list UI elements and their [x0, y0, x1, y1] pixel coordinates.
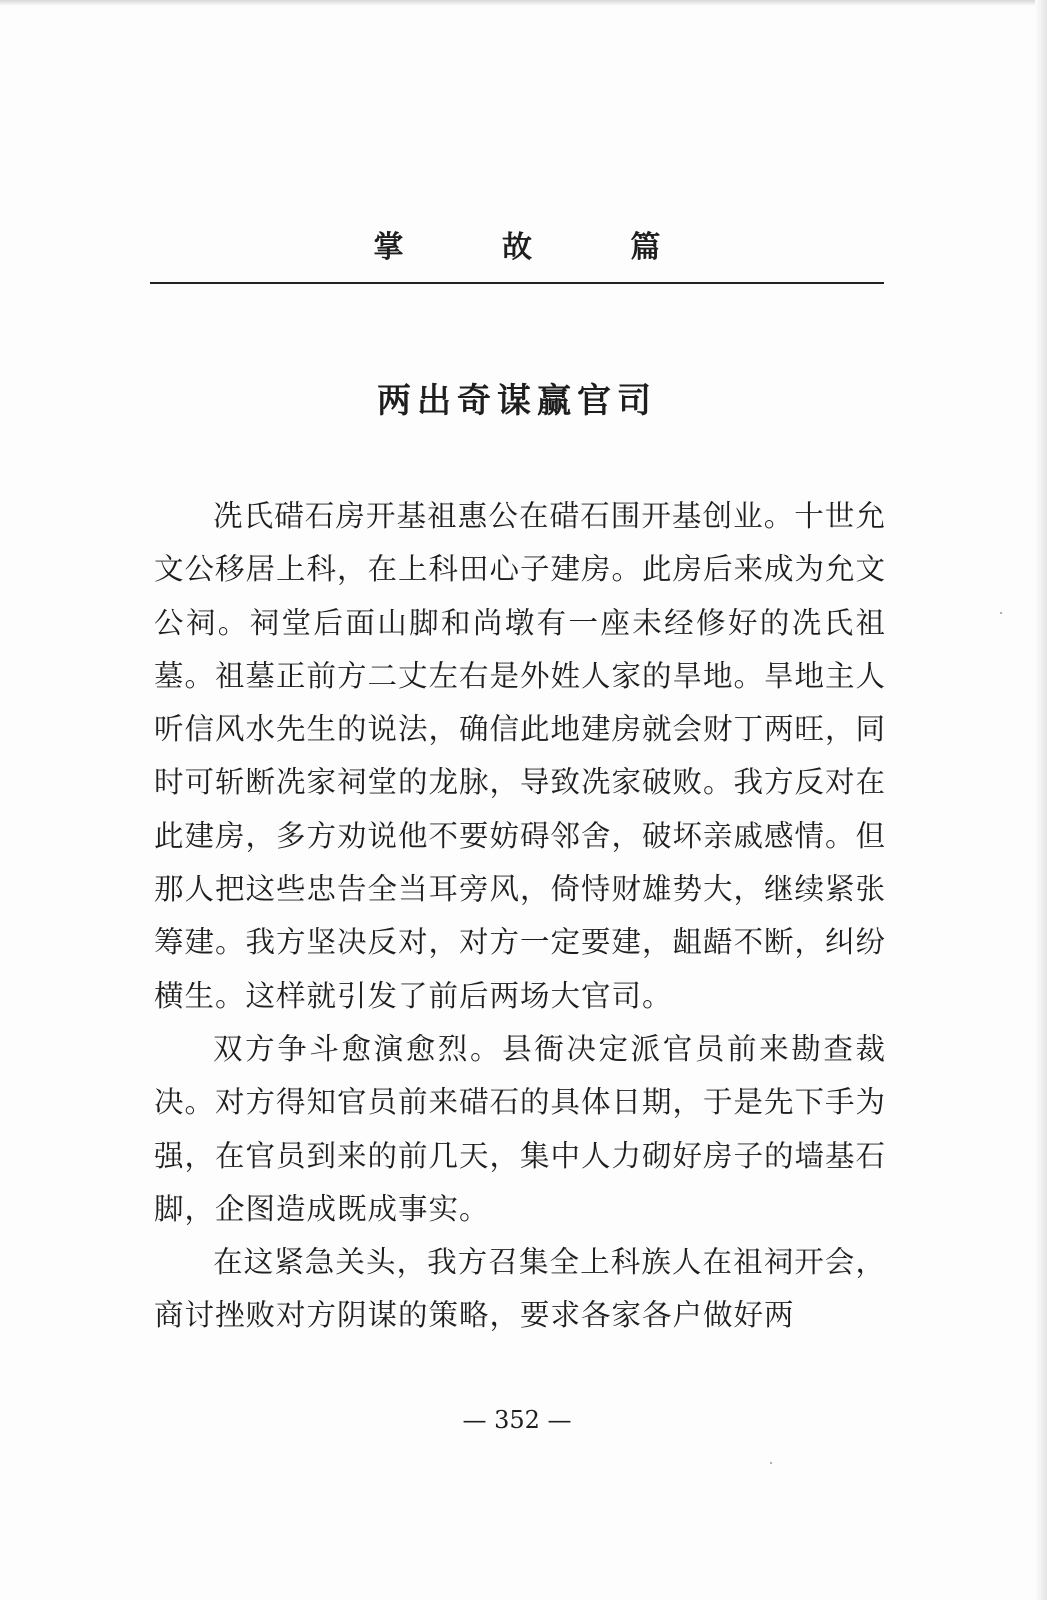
header-rule	[150, 282, 884, 284]
scan-right-edge	[1035, 0, 1047, 1600]
chapter-title: 两出奇谋赢官司	[377, 381, 657, 421]
section-header: 掌 故 篇	[373, 230, 705, 265]
scan-top-shadow	[0, 0, 1047, 6]
body-text	[154, 490, 886, 1343]
scan-speck	[770, 1462, 772, 1464]
paragraph-1: 冼氏碏石房开基祖惠公在碏石围开基创业。十世允文公移居上科，在上科田心子建房。此房后来成为允文公祠。祠堂后面山脚和尚墩有一座未经修好的冼氏祖墓。祖墓正前方二丈左右是外姓人家的旱地。旱地主人听信风水先生的说法，确信此地建房就会财丁两旺，同时可斩断冼家祠堂的龙脉，导致冼家破败。我方反对在此建房，多方劝说他不要妨碍邻舍，破坏亲戚感情。但那人把这些忠告全当耳旁风，倚恃财雄势大，继续紧张筹建。我方坚决反对，对方一定要建，龃龉不断，纠纷横生。这样就引发了前后两场大官司。	[154, 499, 887, 1013]
scan-speck	[1000, 612, 1002, 614]
paragraph-3: 在这紧急关头，我方召集全上科族人在祖祠开会，商讨挫败对方阴谋的策略，要求各家各户做好两	[154, 1245, 886, 1333]
paragraph-2: 双方争斗愈演愈烈。县衙决定派官员前来勘查裁决。对方得知官员前来碏石的具体日期，于是先下手为强，在官员到来的前几天，集中人力砌好房子的墙基石脚，企图造成既成事实。	[154, 1031, 887, 1226]
page-number: — 352 —	[462, 1406, 572, 1434]
